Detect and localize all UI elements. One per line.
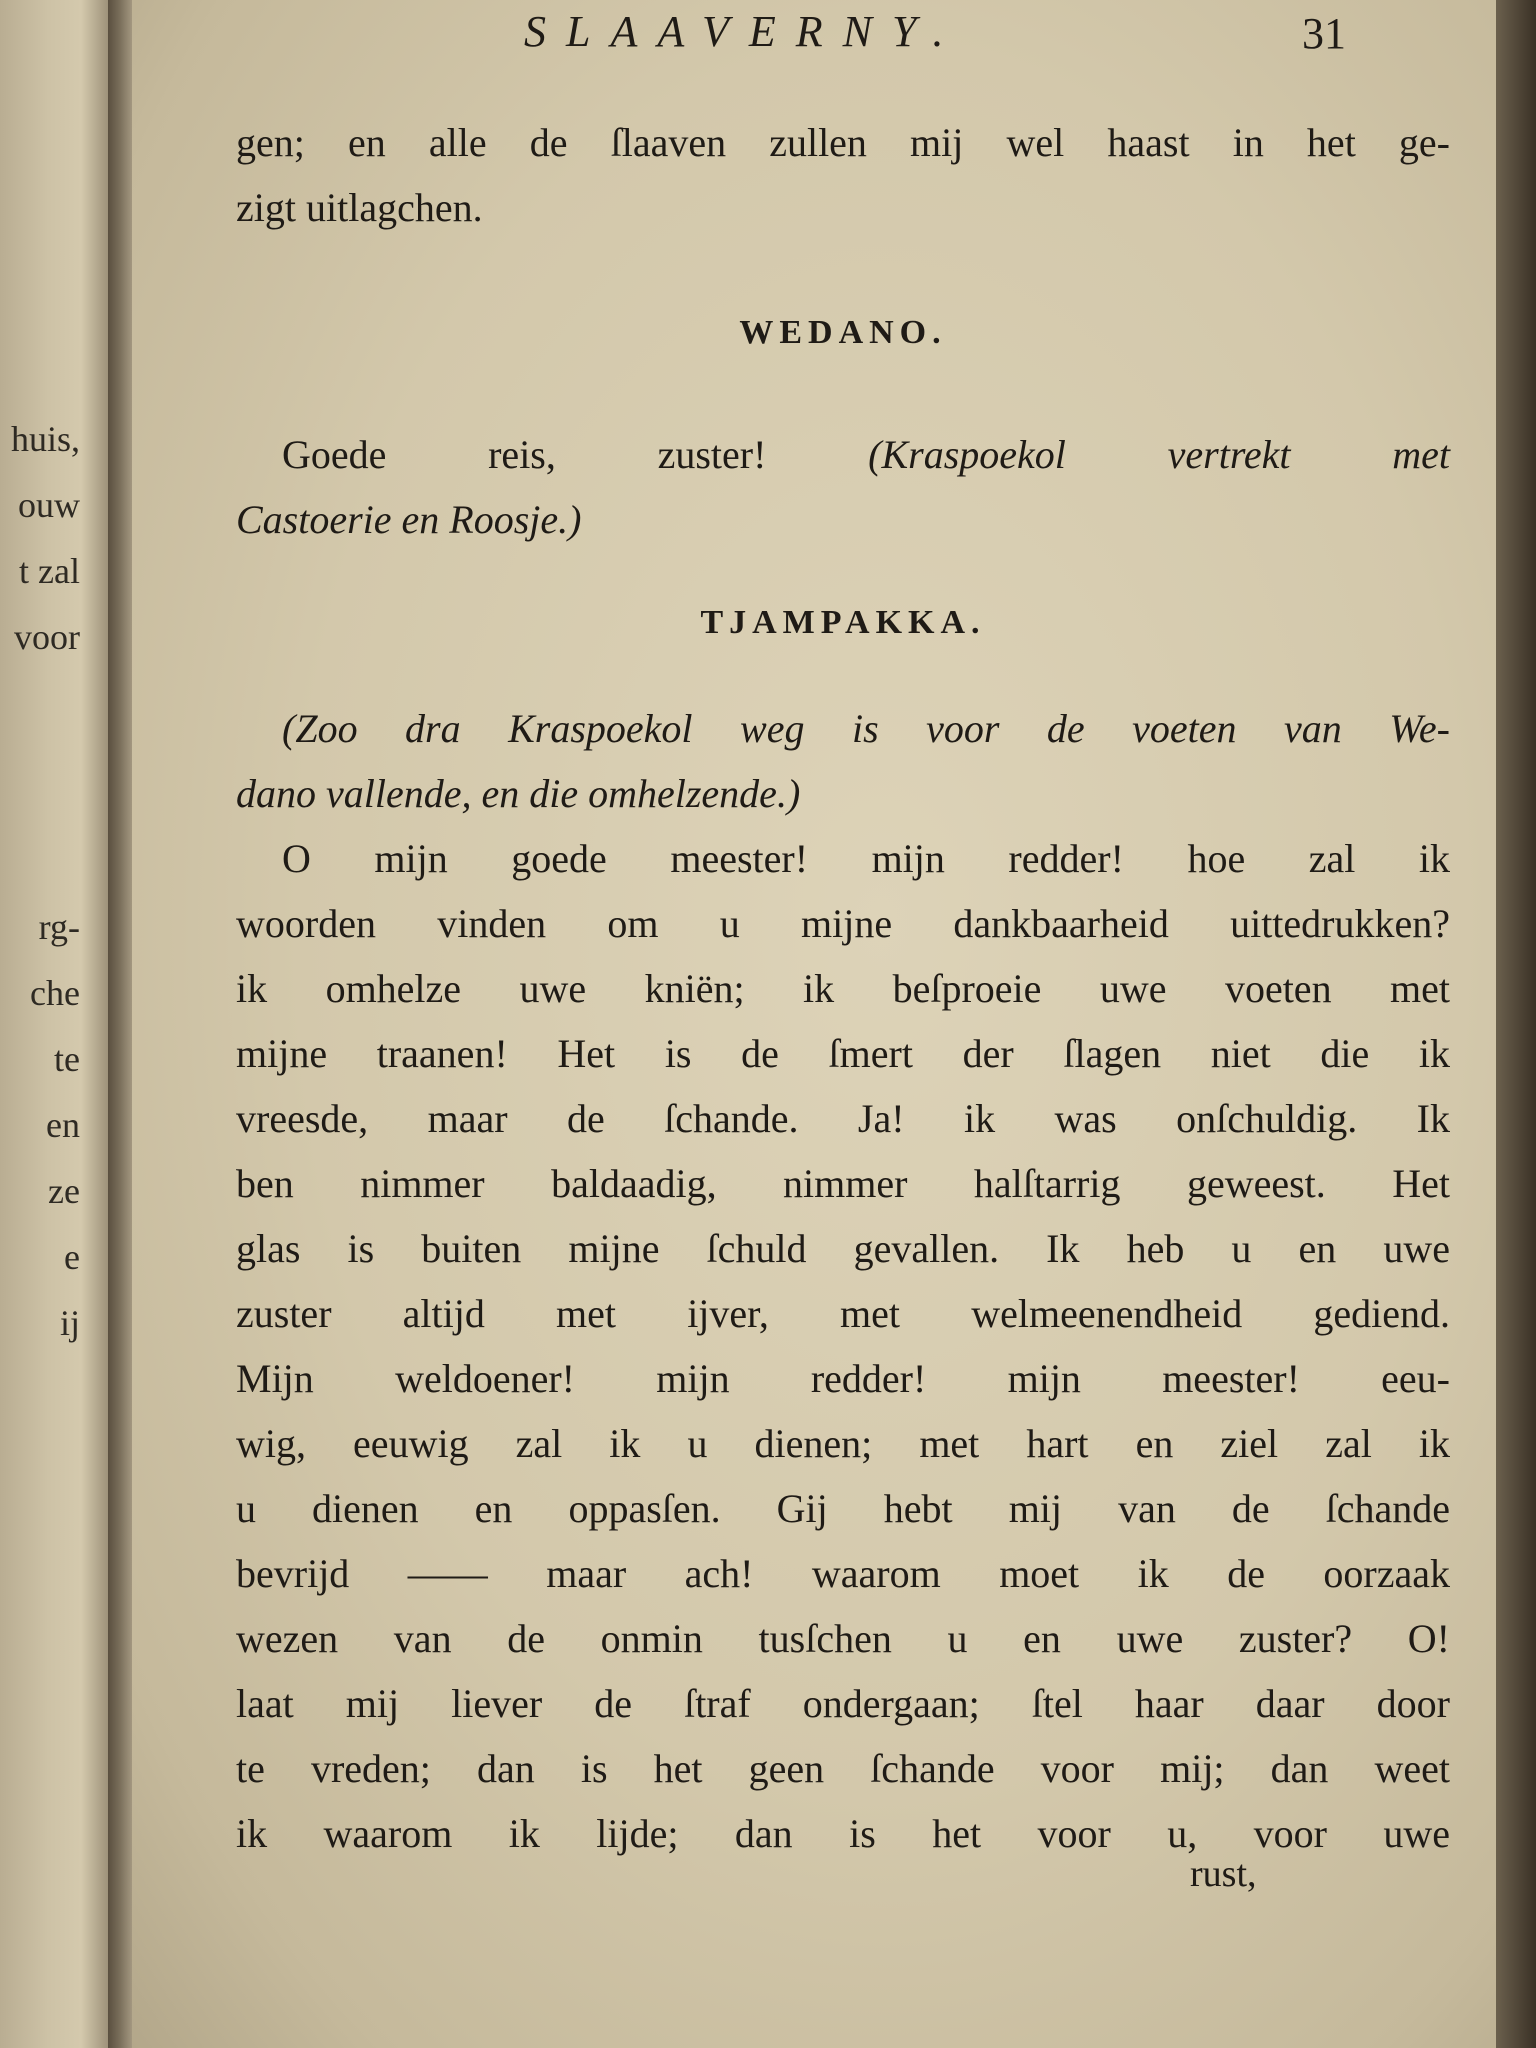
paragraph-continuation — [236, 110, 1450, 240]
text-line: O mijn goede meester! mijn redder! hoe zal ik — [282, 836, 1450, 881]
stage-direction: dano vallende, en die omhelzende.) — [236, 771, 801, 816]
speaker-name: WEDANO. — [739, 314, 947, 351]
text-line: gen; en alle de ſlaaven zullen mij wel haast in het ge- — [236, 120, 1450, 165]
text-line: wezen van de onmin tusſchen u en uwe zuster? O! — [236, 1616, 1450, 1661]
book-gutter — [108, 0, 132, 2048]
previous-page-edge — [0, 0, 108, 2048]
stage-direction-block — [236, 696, 1450, 826]
left-page-fragment: en — [46, 1105, 80, 1145]
text-line: u dienen en oppasſen. Gij hebt mij van de ſchande — [236, 1486, 1450, 1531]
left-page-fragment: voor — [14, 617, 80, 657]
text-line: woorden vinden om u mijne dankbaarheid uittedrukken? — [236, 901, 1450, 946]
stage-direction: (Kraspoekol vertrekt met — [868, 432, 1450, 477]
text-line: vreesde, maar de ſchande. Ja! ik was onſchuldig. Ik — [236, 1096, 1450, 1141]
text-line: laat mij liever de ſtraf ondergaan; ſtel haar daar door — [236, 1681, 1450, 1726]
text-line: zuster altijd met ijver, met welmeenendheid gediend. — [236, 1291, 1450, 1336]
left-page-fragment: ze — [48, 1171, 80, 1211]
left-page-fragment: che — [30, 973, 80, 1013]
text-line: Mijn weldoener! mijn redder! mijn meester! eeu- — [236, 1356, 1450, 1401]
text-line: wig, eeuwig zal ik u dienen; met hart en ziel zal ik — [236, 1421, 1450, 1466]
text-line: bevrijd —— maar ach! waarom moet ik de oorzaak — [236, 1551, 1450, 1596]
running-head: SLAAVERNY. — [524, 7, 964, 56]
left-page-fragment: ouw — [18, 485, 80, 525]
text-line: zigt uitlagchen. — [236, 185, 483, 230]
left-page-fragment: e — [64, 1237, 80, 1277]
speech-text: Goede reis, zuster! — [282, 432, 767, 477]
text-line: ik waarom ik lijde; dan is het voor u, voor uwe — [236, 1811, 1450, 1856]
text-line: ik omhelze uwe kniën; ik beſproeie uwe voeten met — [236, 966, 1450, 1011]
book-page — [132, 0, 1496, 2048]
speaker-name: TJAMPAKKA. — [700, 604, 986, 641]
text-line: mijne traanen! Het is de ſmert der ſlagen niet die ik — [236, 1031, 1450, 1076]
stage-direction: Castoerie en Roosje.) — [236, 497, 582, 542]
speech-tjampakka — [236, 826, 1450, 1866]
speech-wedano — [236, 422, 1450, 552]
page-number: 31 — [1302, 9, 1346, 58]
left-page-fragment: huis, — [10, 419, 80, 459]
text-line: te vreden; dan is het geen ſchande voor mij; dan weet — [236, 1746, 1450, 1791]
text-line: ben nimmer baldaadig, nimmer halſtarrig geweest. Het — [236, 1161, 1450, 1206]
stage-direction: (Zoo dra Kraspoekol weg is voor de voeten van We- — [282, 706, 1450, 751]
text-line — [236, 422, 1450, 487]
left-page-fragment: t zal — [19, 551, 80, 591]
text-line: glas is buiten mijne ſchuld gevallen. Ik heb u en uwe — [236, 1226, 1450, 1271]
left-page-fragment: ij — [59, 1303, 80, 1343]
page-edge-shadow — [1496, 0, 1536, 2048]
left-page-fragment: rg- — [38, 907, 80, 947]
left-page-fragment: te — [54, 1039, 80, 1079]
catchword: rust, — [1190, 1853, 1257, 1895]
